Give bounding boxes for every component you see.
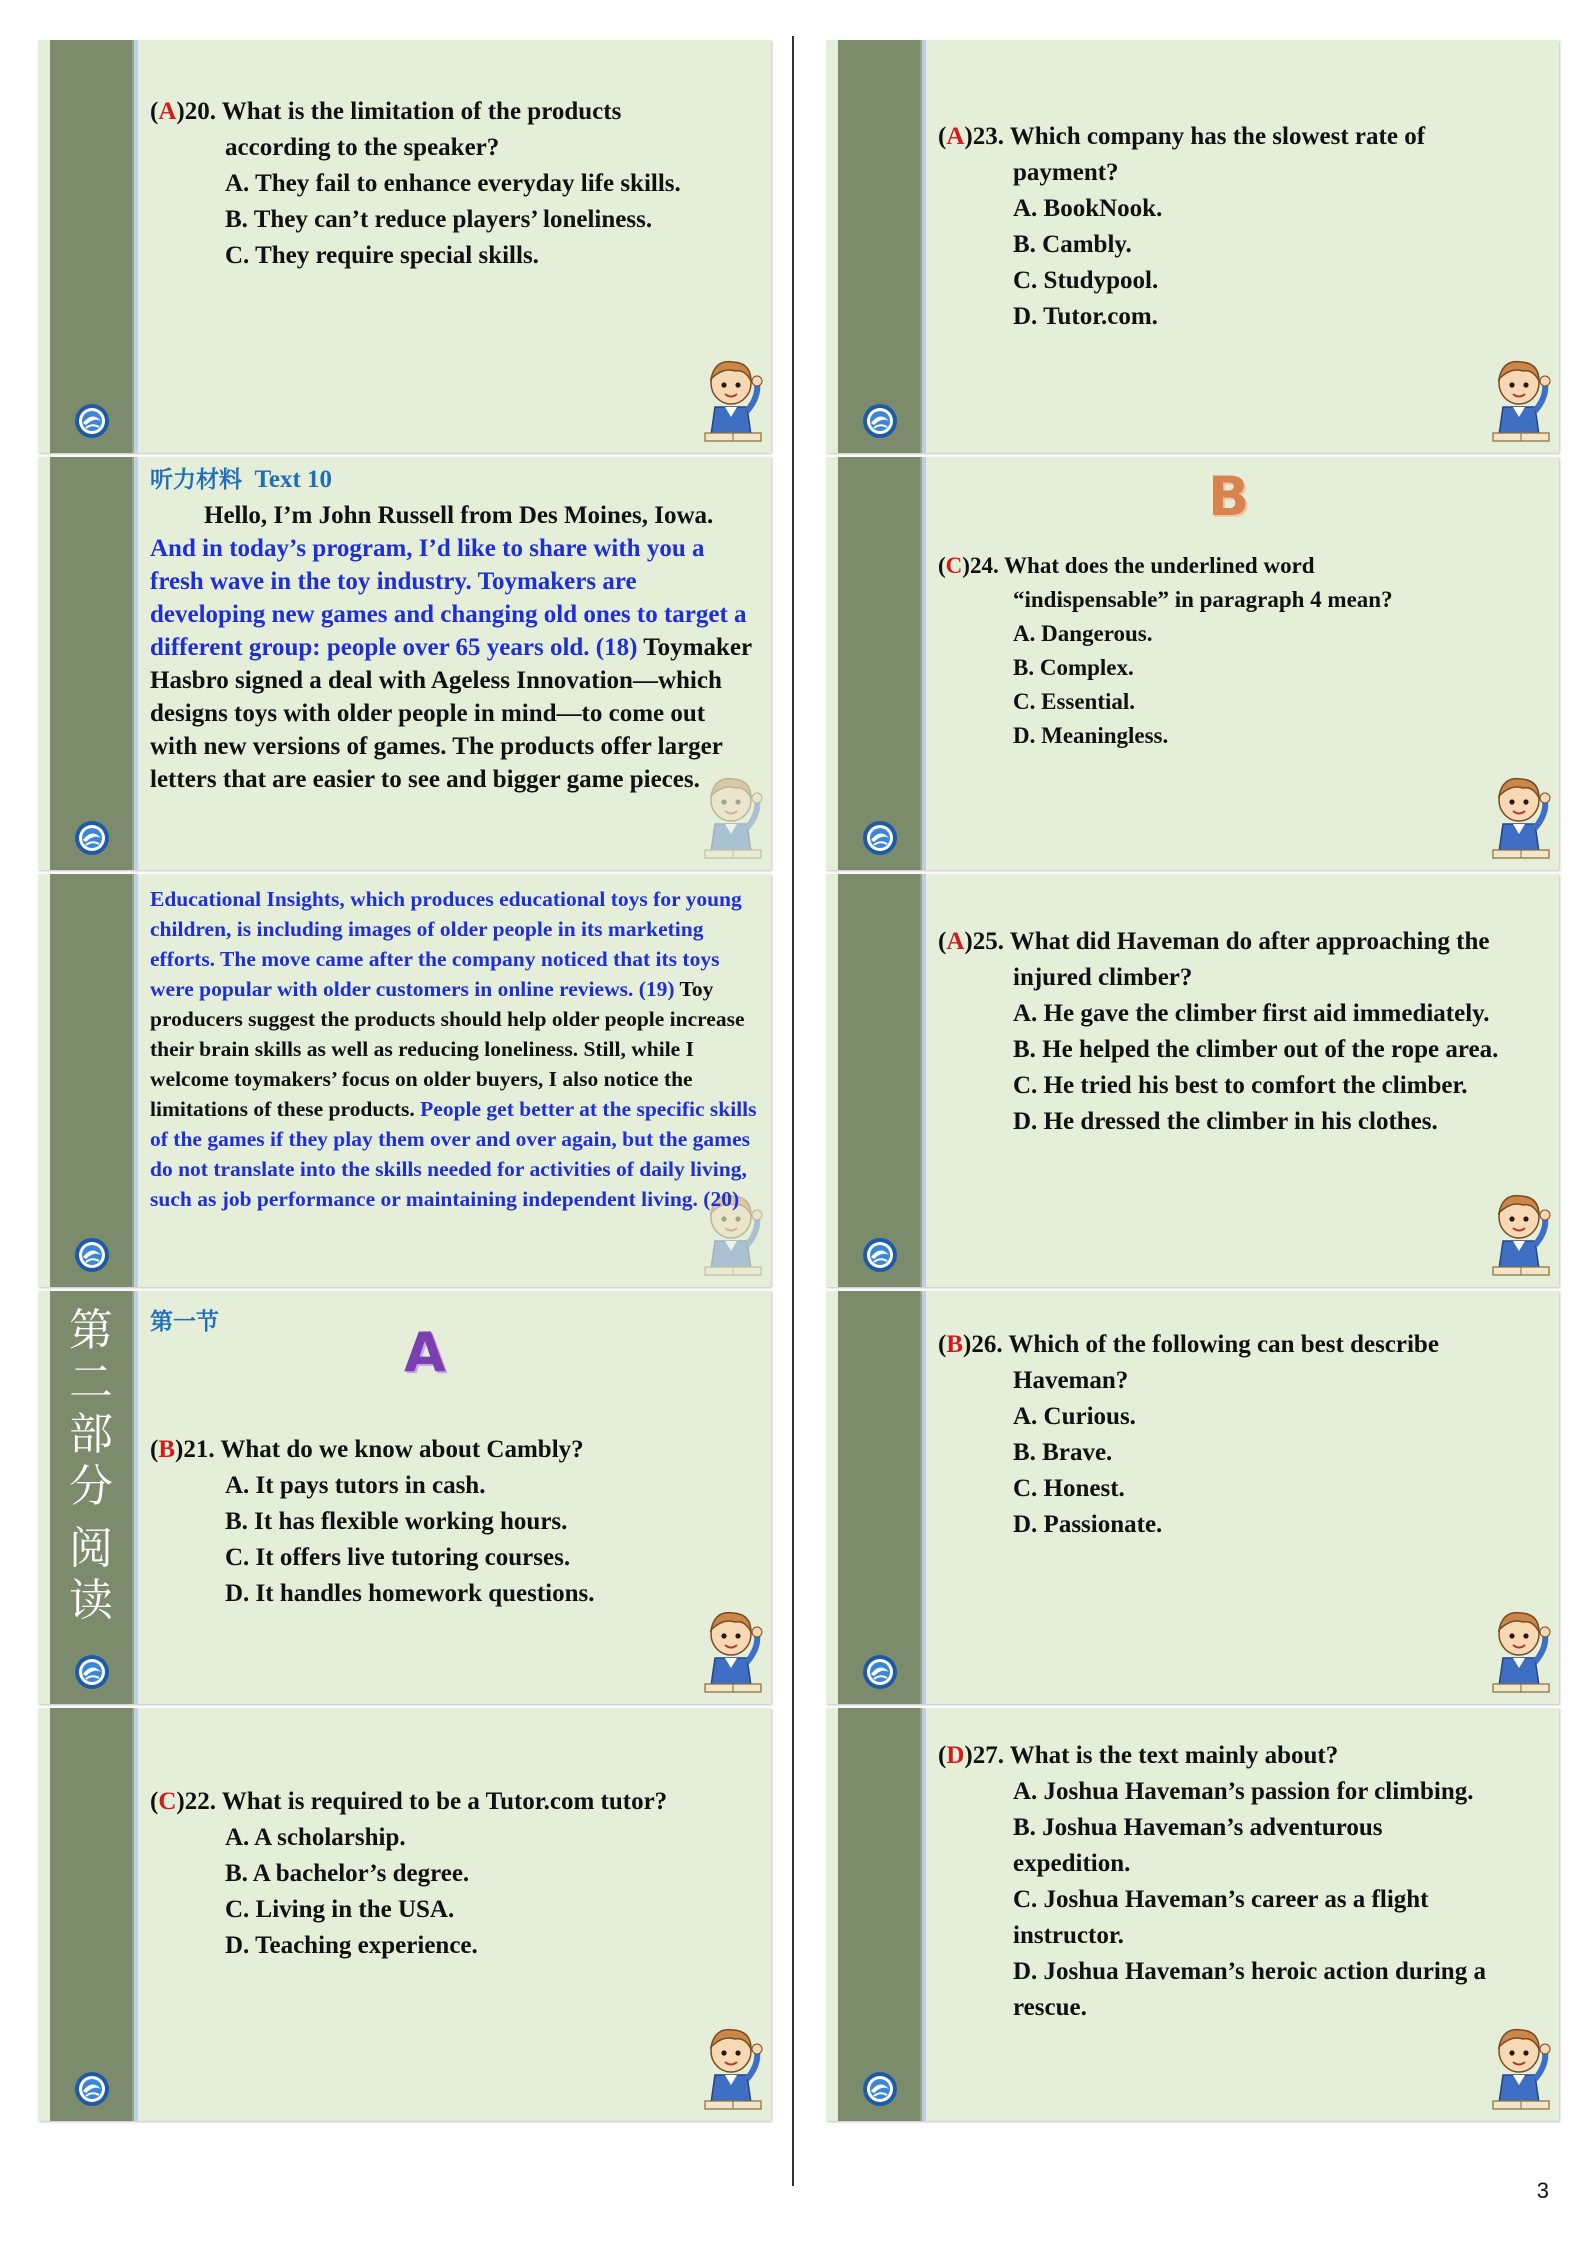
listening-passage-continued: Educational Insights, which produces educational toys for young children, is including images of older people in its marketing efforts. The move came after the company noticed that its toys were popular with older customers in online reviews. (19) Toy producers suggest the products should help older people increase their brain skills as well as reducing loneliness. Still, while I welcome toymakers’ focus on older buyers, I also notice the limitations of these products. People get better at the specific skills of the games if they play them over and over again, but the games do not translate into the skills needed for activities of daily living, such as job performance or maintaining independent living. (20) [150, 887, 757, 1211]
slide-q26 [826, 1291, 1559, 1704]
sidebar [50, 874, 132, 1287]
question-20: (A)20. What is the limitation of the products according to the speaker? A. They fail to enhance everyday life skills. B. They can’t reduce players’ loneliness. C. They require special skills. [150, 94, 757, 274]
question-23: (A)23. Which company has the slowest rate of payment? A. BookNook. B. Cambly. C. Studypool. D. Tutor.com. [938, 119, 1545, 335]
answer-mark: A [946, 928, 965, 955]
answer-mark: A [946, 123, 965, 150]
sidebar [838, 1291, 920, 1704]
school-logo-icon [862, 2071, 898, 2107]
question-22: (C)22. What is required to be a Tutor.com tutor? A. A scholarship. B. A bachelor’s degree. C. Living in the USA. D. Teaching experience. [150, 1784, 757, 1964]
column-divider [792, 36, 794, 2186]
option-d: D. Meaningless. [1013, 723, 1169, 748]
question-26: (B)26. Which of the following can best describe Haveman? A. Curious. B. Brave. C. Honest. D. Passionate. [938, 1327, 1545, 1543]
option-b: B. They can’t reduce players’ loneliness. [225, 206, 653, 233]
option-c: C. Honest. [1013, 1475, 1125, 1502]
school-logo-icon [862, 1654, 898, 1690]
slide-q27 [826, 1708, 1559, 2121]
listening-passage: Hello, I’m John Russell from Des Moines, Iowa. And in today’s program, I’d like to share with you a fresh wave in the toy industry. Toymakers are developing new games and changing old ones to target a different group: people over 65 years old. (18) Toymaker Hasbro signed a deal with Ageless Innovation—which designs toys with older people in mind—to come out with new versions of games. The products offer larger letters that are easier to see and bigger game pieces. [150, 502, 752, 793]
option-b: B. It has flexible working hours. [225, 1508, 568, 1535]
school-logo-icon [862, 1237, 898, 1273]
option-b: B. A bachelor’s degree. [225, 1860, 470, 1887]
answer-mark: B [946, 1331, 964, 1358]
option-a: A. A scholarship. [225, 1824, 406, 1851]
option-b: B. Complex. [1013, 655, 1134, 680]
slide-q24 [826, 457, 1559, 870]
sidebar [838, 874, 920, 1287]
answer-mark: C [945, 553, 963, 578]
school-logo-icon [74, 1237, 110, 1273]
answer-mark: B [158, 1436, 176, 1463]
option-c: C. Living in the USA. [225, 1896, 455, 1923]
question-25: (A)25. What did Haveman do after approaching the injured climber? A. He gave the climber first aid immediately. B. He helped the climber out of the rope area. C. He tried his best to comfort the climber. D. He dressed the climber in his clothes. [938, 924, 1545, 1140]
option-d: D. He dressed the climber in his clothes. [1013, 1108, 1438, 1135]
option-d: D. Joshua Haveman’s heroic action during a [1013, 1958, 1486, 1985]
option-a: A. Joshua Haveman’s passion for climbing. [1013, 1778, 1474, 1805]
option-d: D. It handles homework questions. [225, 1580, 595, 1607]
option-d: D. Passionate. [1013, 1511, 1163, 1538]
slide-q20 [38, 40, 771, 453]
school-logo-icon [862, 820, 898, 856]
option-a: A. They fail to enhance everyday life skills. [225, 170, 681, 197]
sidebar [50, 1708, 132, 2121]
option-c: C. He tried his best to comfort the climber. [1013, 1072, 1468, 1099]
slide-q23 [826, 40, 1559, 453]
option-c: C. Joshua Haveman’s career as a flight [1013, 1886, 1429, 1913]
slide-text10 [38, 457, 771, 870]
option-c: C. They require special skills. [225, 242, 539, 269]
question-27: (D)27. What is the text mainly about? A. Joshua Haveman’s passion for climbing. B. Joshua Haveman’s adventurous expedition. C. Joshua Haveman’s career as a flight instructor. D. Joshua Haveman’s heroic action during a rescue. [938, 1738, 1545, 2026]
passage-letter: A [404, 1321, 446, 1384]
option-a: A. BookNook. [1013, 195, 1163, 222]
school-logo-icon [74, 1654, 110, 1690]
option-b: B. Brave. [1013, 1439, 1113, 1466]
option-c: C. Essential. [1013, 689, 1136, 714]
option-c: C. Studypool. [1013, 267, 1159, 294]
slide-q25 [826, 874, 1559, 1287]
option-d: D. Tutor.com. [1013, 303, 1158, 330]
section-subheading: 第一节 [150, 1309, 219, 1335]
school-logo-icon [74, 403, 110, 439]
option-b: B. Joshua Haveman’s adventurous [1013, 1814, 1383, 1841]
sidebar [50, 40, 132, 453]
option-d: D. Teaching experience. [225, 1932, 478, 1959]
slide-q21 [38, 1291, 771, 1704]
option-b: B. Cambly. [1013, 231, 1132, 258]
question-24: (C)24. What does the underlined word “indispensable” in paragraph 4 mean? A. Dangerous. B. Complex. C. Essential. D. Meaningless. [938, 549, 1545, 753]
question-21: (B)21. What do we know about Cambly? A. It pays tutors in cash. B. It has flexible working hours. C. It offers live tutoring courses. D. It handles homework questions. [150, 1432, 757, 1612]
slide-text10-continued [38, 874, 771, 1287]
page-number: 3 [1536, 2178, 1549, 2203]
answer-mark: C [158, 1788, 177, 1815]
sidebar [838, 1708, 920, 2121]
option-a: A. It pays tutors in cash. [225, 1472, 486, 1499]
answer-mark: D [946, 1742, 965, 1769]
option-c: C. It offers live tutoring courses. [225, 1544, 571, 1571]
listening-heading: 听力材料 Text 10 [150, 466, 333, 493]
answer-mark: A [158, 98, 177, 125]
school-logo-icon [74, 2071, 110, 2107]
sidebar [838, 457, 920, 870]
section-title: 第 二 部 分 阅 读 [69, 1305, 113, 1626]
school-logo-icon [74, 820, 110, 856]
school-logo-icon [862, 403, 898, 439]
slide-q22 [38, 1708, 771, 2121]
option-b: B. He helped the climber out of the rope area. [1013, 1036, 1499, 1063]
option-a: A. Curious. [1013, 1403, 1136, 1430]
sidebar [50, 457, 132, 870]
sidebar [838, 40, 920, 453]
option-a: A. Dangerous. [1013, 621, 1153, 646]
option-a: A. He gave the climber first aid immediately. [1013, 1000, 1490, 1027]
passage-letter: B [1208, 465, 1250, 528]
